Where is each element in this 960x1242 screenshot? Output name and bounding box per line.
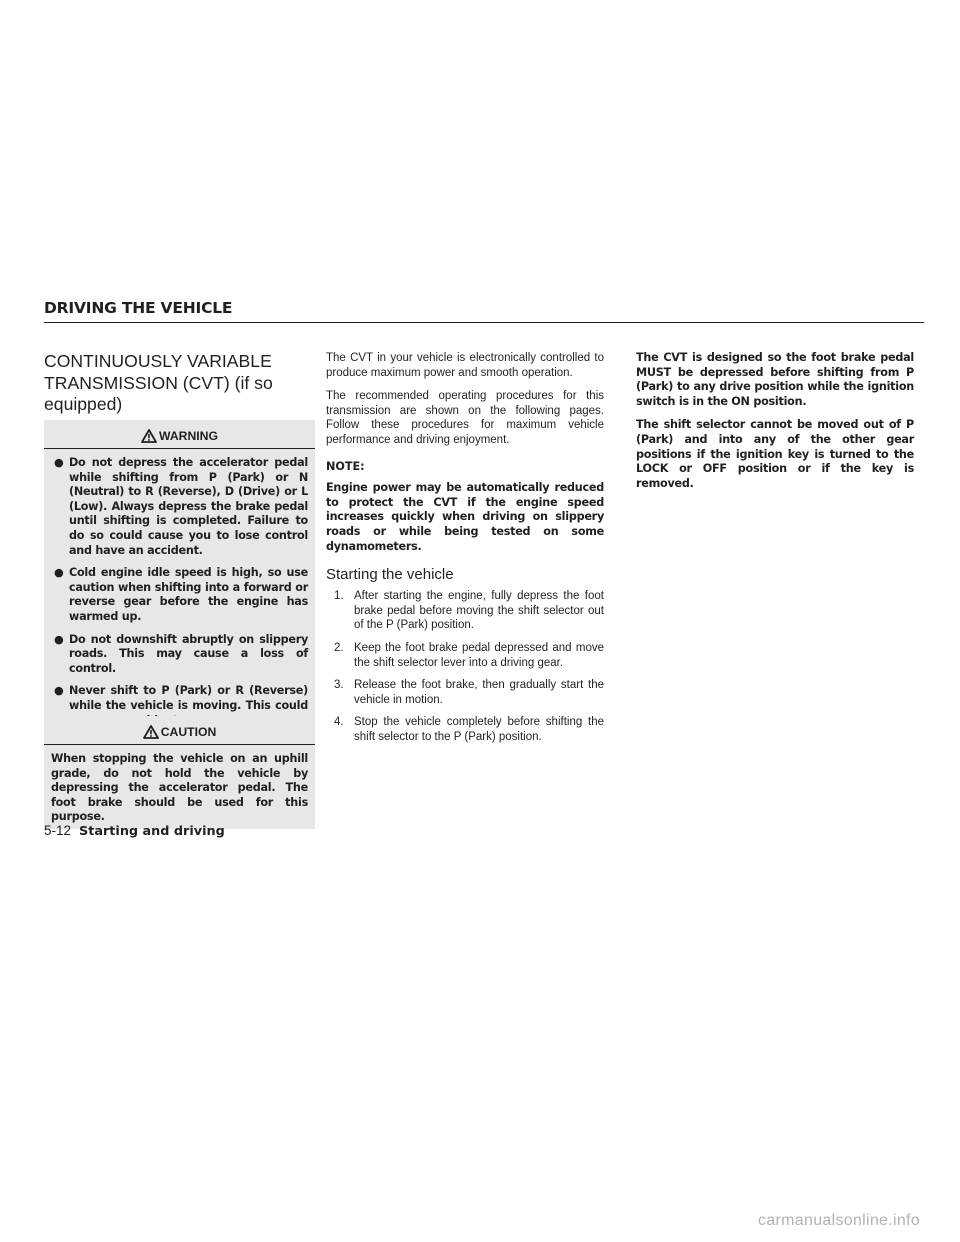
page-footer xyxy=(44,823,225,840)
chapter-rule xyxy=(44,322,924,323)
column-3 xyxy=(636,351,914,500)
note-label: NOTE: xyxy=(326,459,365,473)
warning-item: ● Cold engine idle speed is high, so use caution when shifting into a forward or reverse gear before the engine has warmed up. xyxy=(54,566,308,623)
section-title: CONTINUOUSLY VARIABLE TRANSMISSION (CVT) (if so equipped) xyxy=(44,351,273,414)
chapter-heading: DRIVING THE VEHICLE xyxy=(44,299,233,317)
column-2 xyxy=(326,351,604,752)
procedures-paragraph: The recommended operating procedures for this transmission are shown on the following pages. Follow these procedures for maximum vehicle performance and driving enjoyment. xyxy=(326,390,604,446)
caution-rule xyxy=(44,744,315,745)
warning-item: ● Do not depress the accelerator pedal while shifting from P (Park) or N (Neutral) to R (Reverse), D (Drive) or L (Low). Always depress the brake pedal until shifting is completed. Failure to do so could cause you to lose control and have an accident. xyxy=(54,456,308,557)
page-number: 5-12 xyxy=(44,823,72,838)
warning-triangle-icon xyxy=(143,725,159,739)
warning-triangle-icon xyxy=(141,429,157,443)
subheading-starting: Starting the vehicle xyxy=(326,566,454,584)
warning-header xyxy=(51,420,308,445)
brake-requirement-paragraph: The CVT is designed so the foot brake pedal MUST be depressed before shifting from P (Park) to any drive position while the ignition switch is in the ON position. xyxy=(636,351,914,408)
list-item: 4. Stop the vehicle completely before shifting the shift selector to the P (Park) position. xyxy=(334,716,604,743)
list-item: 1. After starting the engine, fully depress the foot brake pedal before moving the shift selector out of the P (Park) position. xyxy=(334,590,604,632)
warning-item: ● Never shift to P (Park) or R (Reverse) while the vehicle is moving. This could xyxy=(54,684,308,712)
caution-text: When stopping the vehicle on an uphill grade, do not hold the vehicle by depressing the accelerator pedal. The foot brake should be used for this purpose. xyxy=(51,752,308,824)
bullet-icon: ● xyxy=(54,456,64,469)
watermark: carmanualsonline.info xyxy=(758,1212,920,1229)
list-item: 2. Keep the foot brake pedal depressed and move the shift selector lever into a driving gear. xyxy=(334,641,604,669)
caution-header xyxy=(51,716,308,741)
note-text: Engine power may be automatically reduced to protect the CVT if the engine speed increases quickly when driving on slippery roads or while being tested on some dynamometers. xyxy=(326,481,604,553)
bullet-icon: ● xyxy=(54,684,64,698)
shift-lock-paragraph: The shift selector cannot be moved out of P (Park) and into any of the other gear positions if the ignition key is turned to the LOCK or OFF position or if the key is removed. xyxy=(636,418,914,490)
caution-box xyxy=(44,716,315,829)
warning-item: ● Do not downshift abruptly on slippery roads. This may cause a loss of control. xyxy=(54,632,308,675)
bullet-icon: ● xyxy=(54,566,64,580)
warning-box xyxy=(44,420,315,734)
footer-section-name: Starting and driving xyxy=(79,824,225,839)
list-item: 3. Release the foot brake, then gradually start the vehicle in motion. xyxy=(334,679,604,706)
caution-label: CAUTION xyxy=(160,725,217,739)
bullet-icon: ● xyxy=(54,632,64,646)
warning-rule xyxy=(44,448,315,449)
intro-paragraph: The CVT in your vehicle is electronically controlled to produce maximum power and smooth operation. xyxy=(326,352,604,379)
warning-label: WARNING xyxy=(159,429,218,443)
